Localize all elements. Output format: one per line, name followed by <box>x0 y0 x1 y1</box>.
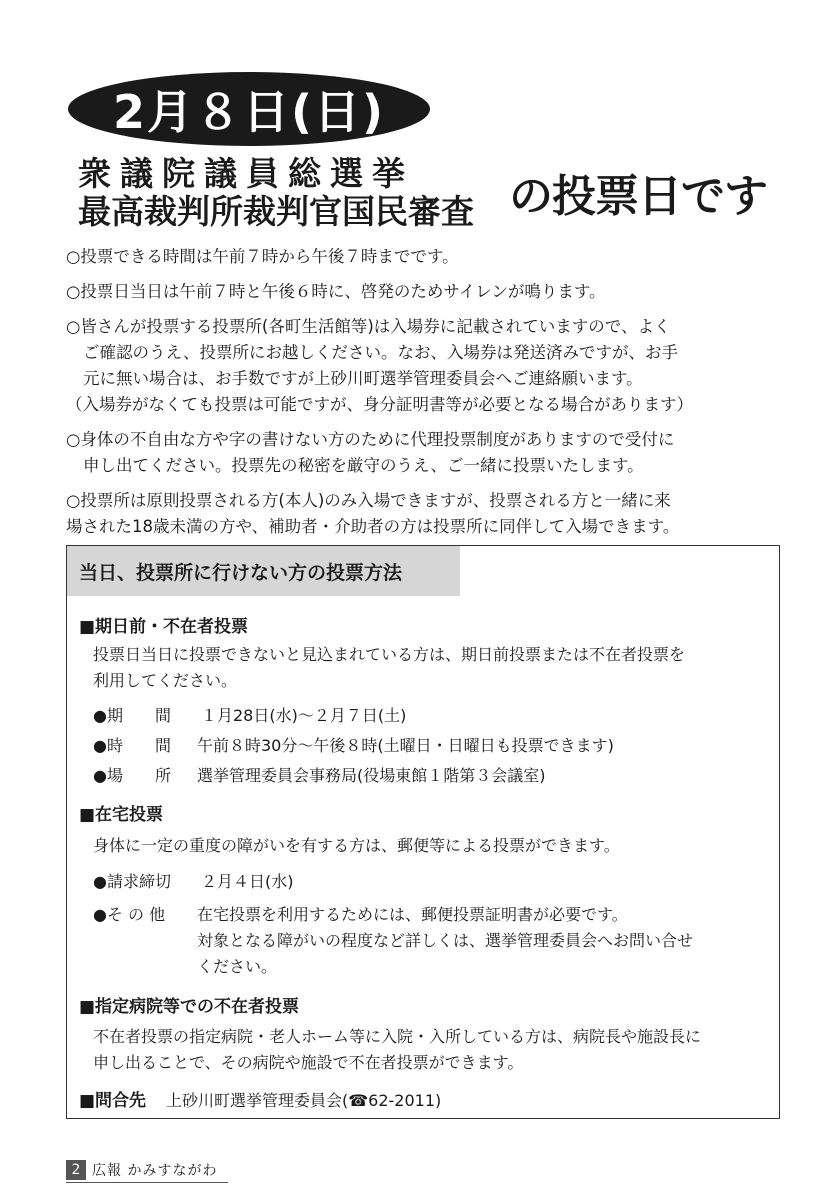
box-header: 当日、投票所に行けない方の投票方法 <box>67 546 460 596</box>
notice-line: 申し出てください。投票先の秘密を厳守のうえ、ご一緒に投票いたします。 <box>83 456 644 475</box>
early-voting-heading: ■期日前・不在者投票 <box>79 617 249 637</box>
notice-item <box>66 279 786 305</box>
notice-line: 元に無い場合は、お手数ですが上砂川町選挙管理委員会へご連絡願います。 <box>83 369 643 388</box>
hospital-voting-desc: 不在者投票の指定病院・老人ホーム等に入院・入所している方は、病院長や施設長に <box>93 1027 702 1046</box>
notice-line: ○投票できる時間は午前７時から午後７時までです。 <box>66 247 459 266</box>
place-label: ●場 所 <box>93 766 171 785</box>
notice-item <box>66 244 786 270</box>
other-row <box>93 902 628 928</box>
notice-line: ご確認のうえ、投票所にお越しください。なお、入場券は発送済みですが、お手 <box>83 343 678 362</box>
contact-value: 上砂川町選挙管理委員会(☎62-2011) <box>165 1091 442 1110</box>
hospital-voting-heading: ■指定病院等での不在者投票 <box>79 997 300 1017</box>
other-value: 対象となる障がいの程度など詳しくは、選挙管理委員会へお問い合せ <box>197 931 694 950</box>
contact-heading: ■問合先 <box>79 1091 147 1111</box>
notice-line: ○身体の不自由な方や字の書けない方のために代理投票制度がありますので受付に <box>66 430 675 449</box>
deadline-value: ２月４日(水) <box>201 872 294 891</box>
title-tail: の投票日です <box>509 171 767 222</box>
notice-item <box>66 427 786 479</box>
date-badge <box>68 72 430 146</box>
early-voting-desc: 投票日当日に投票できないと見込まれている方は、期日前投票または不在者投票を <box>93 645 686 664</box>
page-footer <box>66 1158 228 1183</box>
period-value: １月28日(水)～２月７日(土) <box>201 706 407 725</box>
notice-line: ○皆さんが投票する投票所(各町生活館等)は入場券に記載されていますので、よく <box>66 317 671 336</box>
deadline-row <box>93 869 294 895</box>
deadline-label: ●請求締切 <box>93 872 171 891</box>
place-row <box>93 763 546 789</box>
notice-item <box>66 314 786 418</box>
voting-methods-box <box>66 545 780 1119</box>
publication-name: 広報 かみすながわ <box>92 1163 218 1179</box>
page-title <box>72 155 792 235</box>
period-label: ●期 間 <box>93 706 171 725</box>
notice-line: ○投票所は原則投票される方(本人)のみ入場できますが、投票される方と一緒に来 <box>66 491 671 510</box>
notice-line: （入場券がなくても投票は可能ですが、身分証明書等が必要となる場合があります） <box>66 395 693 414</box>
hospital-voting-desc: 申し出ることで、その病院や施設で不在者投票ができます。 <box>93 1053 524 1072</box>
time-value: 午前８時30分～午後８時(土曜日・日曜日も投票できます) <box>197 736 614 755</box>
notice-line: ○投票日当日は午前７時と午後６時に、啓発のためサイレンが鳴ります。 <box>66 282 606 301</box>
period-row <box>93 703 406 729</box>
time-row <box>93 733 614 759</box>
notice-list <box>66 244 786 549</box>
notice-item <box>66 488 786 540</box>
place-value: 選挙管理委員会事務局(役場東館１階第３会議室) <box>197 766 546 785</box>
home-voting-heading: ■在宅投票 <box>79 805 164 825</box>
other-label: ●そ の 他 <box>93 905 166 924</box>
early-voting-desc: 利用してください。 <box>93 671 238 690</box>
time-label: ●時 間 <box>93 736 171 755</box>
notice-line: 場された18歳未満の方や、補助者・介助者の方は投票所に同伴して入場できます。 <box>66 517 680 536</box>
other-value: 在宅投票を利用するためには、郵便投票証明書が必要です。 <box>197 905 628 924</box>
other-value: ください。 <box>197 957 278 976</box>
title-line-2: 最高裁判所裁判官国民審査 <box>78 192 474 231</box>
contact-row <box>79 1086 441 1111</box>
date-text: 2月８日(日) <box>112 85 386 139</box>
home-voting-desc: 身体に一定の重度の障がいを有する方は、郵便等による投票ができます。 <box>93 836 620 855</box>
title-line-1: 衆議院議員総選挙 <box>78 154 414 193</box>
page-number: 2 <box>66 1160 86 1180</box>
